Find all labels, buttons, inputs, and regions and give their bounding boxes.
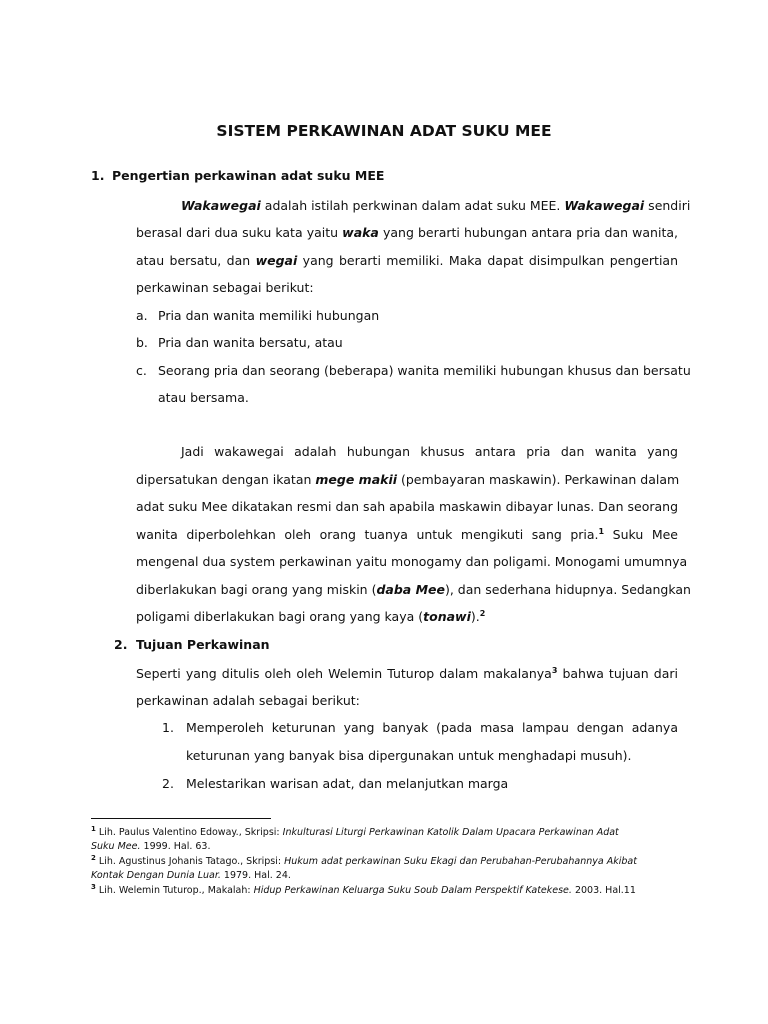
list-item: Pria dan wanita memiliki hubungan [158,308,380,323]
list-marker: b. [136,335,148,350]
paragraph-line: diberlakukan bagi orang yang miskin (daba Mee), dan sederhana hidupnya. Sedangkan [136,582,691,597]
list-marker: a. [136,308,148,323]
section-2-heading: Tujuan Perkawinan [136,637,270,652]
list-item-continuation: keturunan yang banyak bisa dipergunakan untuk menghadapi musuh). [186,748,632,763]
paragraph-line: dipersatukan dengan ikatan mege makii (pembayaran maskawin). Perkawinan dalam [136,472,680,487]
footnote-ref: 3 [551,665,558,675]
list-marker: c. [136,363,147,378]
paragraph-line: Seperti yang ditulis oleh oleh Welemin Tuturop dalam makalanya$^3$ bahwa tujuan dari [136,665,678,681]
list-marker: 2. [162,776,174,791]
section-2-number: 2. [114,637,128,652]
paragraph-line: wanita diperbolehkan oleh orang tuanya untuk mengikuti sang pria.$^1$ Suku Mee [136,526,678,542]
paragraph-line: adat suku Mee dikatakan resmi dan sah apabila maskawin dibayar lunas. Dan seorang [136,499,678,514]
paragraph-line: atau bersatu, dan wegai yang berarti memiliki. Maka dapat disimpulkan pengertian [136,253,678,268]
footnote-ref: 1 [598,526,605,536]
paragraph-line: perkawinan sebagai berikut: [136,280,314,295]
footnote-separator [91,818,271,819]
list-item: Memperoleh keturunan yang banyak (pada masa lampau dengan adanya [186,720,678,735]
paragraph-line: berasal dari dua suku kata yaitu waka yang berarti hubungan antara pria dan wanita, [136,225,678,240]
footnote-1: $^1$ Lih. Paulus Valentino Edoway., Skripsi: Inkulturasi Liturgi Perkawinan Katolik Dalam Upacara Perkawinan Adat [91,824,619,838]
paragraph-line: Wakawegai adalah istilah perkwinan dalam adat suku MEE. Wakawegai sendiri [181,198,691,213]
paragraph-line: Jadi wakawegai adalah hubungan khusus antara pria dan wanita yang [181,444,678,459]
section-1-heading: Pengertian perkawinan adat suku MEE [112,168,385,183]
footnote-ref: 2 [479,608,486,618]
list-item: Pria dan wanita bersatu, atau [158,335,343,350]
list-marker: 1. [162,720,174,735]
footnote-1-continuation: Suku Mee. 1999. Hal. 63. [91,841,211,852]
footnote-3: $^3$ Lih. Welemin Tuturop., Makalah: Hidup Perkawinan Keluarga Suku Soub Dalam Perspektif Katekese. 2003. Hal.11 [91,882,636,896]
list-item: Seorang pria dan seorang (beberapa) wanita memiliki hubungan khusus dan bersatu [158,363,691,378]
list-item-continuation: atau bersama. [158,390,249,405]
page-title: SISTEM PERKAWINAN ADAT SUKU MEE [216,122,552,140]
paragraph-line: poligami diberlakukan bagi orang yang kaya (tonawi).$^2$ [136,608,486,624]
paragraph-line: perkawinan adalah sebagai berikut: [136,693,360,708]
section-1-number: 1. [91,168,105,183]
footnote-2: $^2$ Lih. Agustinus Johanis Tatago., Skripsi: Hukum adat perkawinan Suku Ekagi dan Perubahan-Perubahannya Akibat [91,853,637,867]
list-item: Melestarikan warisan adat, dan melanjutkan marga [186,776,509,791]
paragraph-line: mengenal dua system perkawinan yaitu monogamy dan poligami. Monogami umumnya [136,554,688,569]
footnote-2-continuation: Kontak Dengan Dunia Luar. 1979. Hal. 24. [91,870,291,881]
